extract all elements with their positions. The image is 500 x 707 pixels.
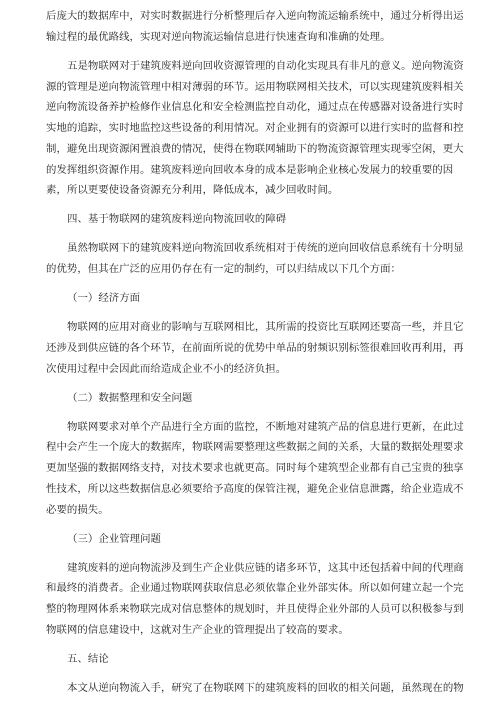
- section-heading: 五、结论: [67, 653, 109, 665]
- paragraph-start: 虽然物联网下的建筑废料逆向物流回收系统相对于传统的逆向回收信息系统有十分明显: [67, 242, 464, 255]
- text-line: 更加坚强的数据网络支持，对技术要求也就更高。同时每个建筑型企业都有自己宝贵的独享: [46, 462, 464, 475]
- text-line: 还涉及到供应链的各个环节，在前面所说的优势中单品的射频识别标签很难回收再利用，再: [46, 341, 464, 354]
- text-line: 实地的追踪，实时地监控这些设备的利用情况。对企业拥有的资源可以进行实时的监督和控: [46, 122, 464, 134]
- text-line: 整的物理网体系来物联完成对信息整体的规划时，并且使得企业外部的人员可以积极参与到: [46, 603, 464, 616]
- text-line: 性技术，所以这些数据信息必须要给予高度的保管注视，避免企业信息泄露，给企业造成不: [46, 482, 464, 495]
- paragraph-start: 物联网要求对单个产品进行全方面的监控，不断地对建筑产品的信息进行更新，在此过: [67, 420, 464, 433]
- text-line: 次使用过程中会因此而给造成企业不小的经济负担。: [46, 362, 287, 375]
- text-line: 的优势，但其在广泛的应用仍存在有一定的制约，可以归结成以下几个方面：: [46, 263, 401, 275]
- paragraph-start: 物联网的应用对商业的影响与互联网相比，其所需的投资比互联网还要高一些，并且它: [67, 321, 464, 334]
- text-line: 素，所以更要使设备资源充分利用，降低成本，减少回收时间。: [46, 184, 339, 197]
- text-line: 制，避免出现资源闲置浪费的情况，使得在物联网辅助下的物流资源管理实现零空闲，更大: [46, 142, 464, 155]
- text-line: 和最终的消费者。企业通过物联网获取信息必须依靠企业外部实体。所以如何建立起一个完: [46, 582, 464, 595]
- subsection-heading: （三）企业管理问题: [67, 532, 161, 545]
- section-heading: 四、基于物联网的建筑废料逆向物流回收的障碍: [67, 213, 287, 226]
- paragraph-start: 本文从逆向物流入手，研究了在物联网下的建筑废料的回收的相关问题，虽然现在的物: [67, 682, 464, 694]
- text-line: 逆向物流设备养护检修作业信息化和安全检测监控自动化，通过点在传感器对设备进行实时: [46, 101, 464, 114]
- text-line: 必要的损失。: [46, 503, 109, 516]
- paragraph-start: 建筑废料的逆向物流涉及到生产企业供应链的诸多环节，这其中还包括着中间的代理商: [67, 561, 464, 574]
- text-line: 程中会产生一个庞大的数据库，物联网需要整理这些数据之间的关系，大量的数据处理要求: [46, 441, 464, 454]
- text-line: 输过程的最优路线，实现对逆向物流运输信息进行快速查询和准确的处理。: [46, 30, 391, 43]
- paragraph-start: 五是物联网对于建筑废料逆向回收资源管理的自动化实现具有非凡的意义。逆向物流资: [67, 59, 464, 72]
- subsection-heading: （二）数据整理和安全问题: [67, 391, 193, 404]
- text-line: 的发挥组织资源作用。建筑废料逆向回收本身的成本是影响企业核心发展力的较重要的因: [46, 163, 454, 176]
- text-line: 物联网的信息建设中，这就对生产企业的管理提出了较高的要求。: [46, 623, 349, 636]
- subsection-heading: （一）经济方面: [67, 292, 141, 305]
- text-line: 源的管理是逆向物流管理中相对薄弱的环节。运用物联网相关技术，可以实现建筑废料相关: [46, 80, 464, 93]
- text-line: 后庞大的数据库中，对实时数据进行分析整理后存入逆向物流运输系统中，通过分析得出运: [46, 10, 464, 22]
